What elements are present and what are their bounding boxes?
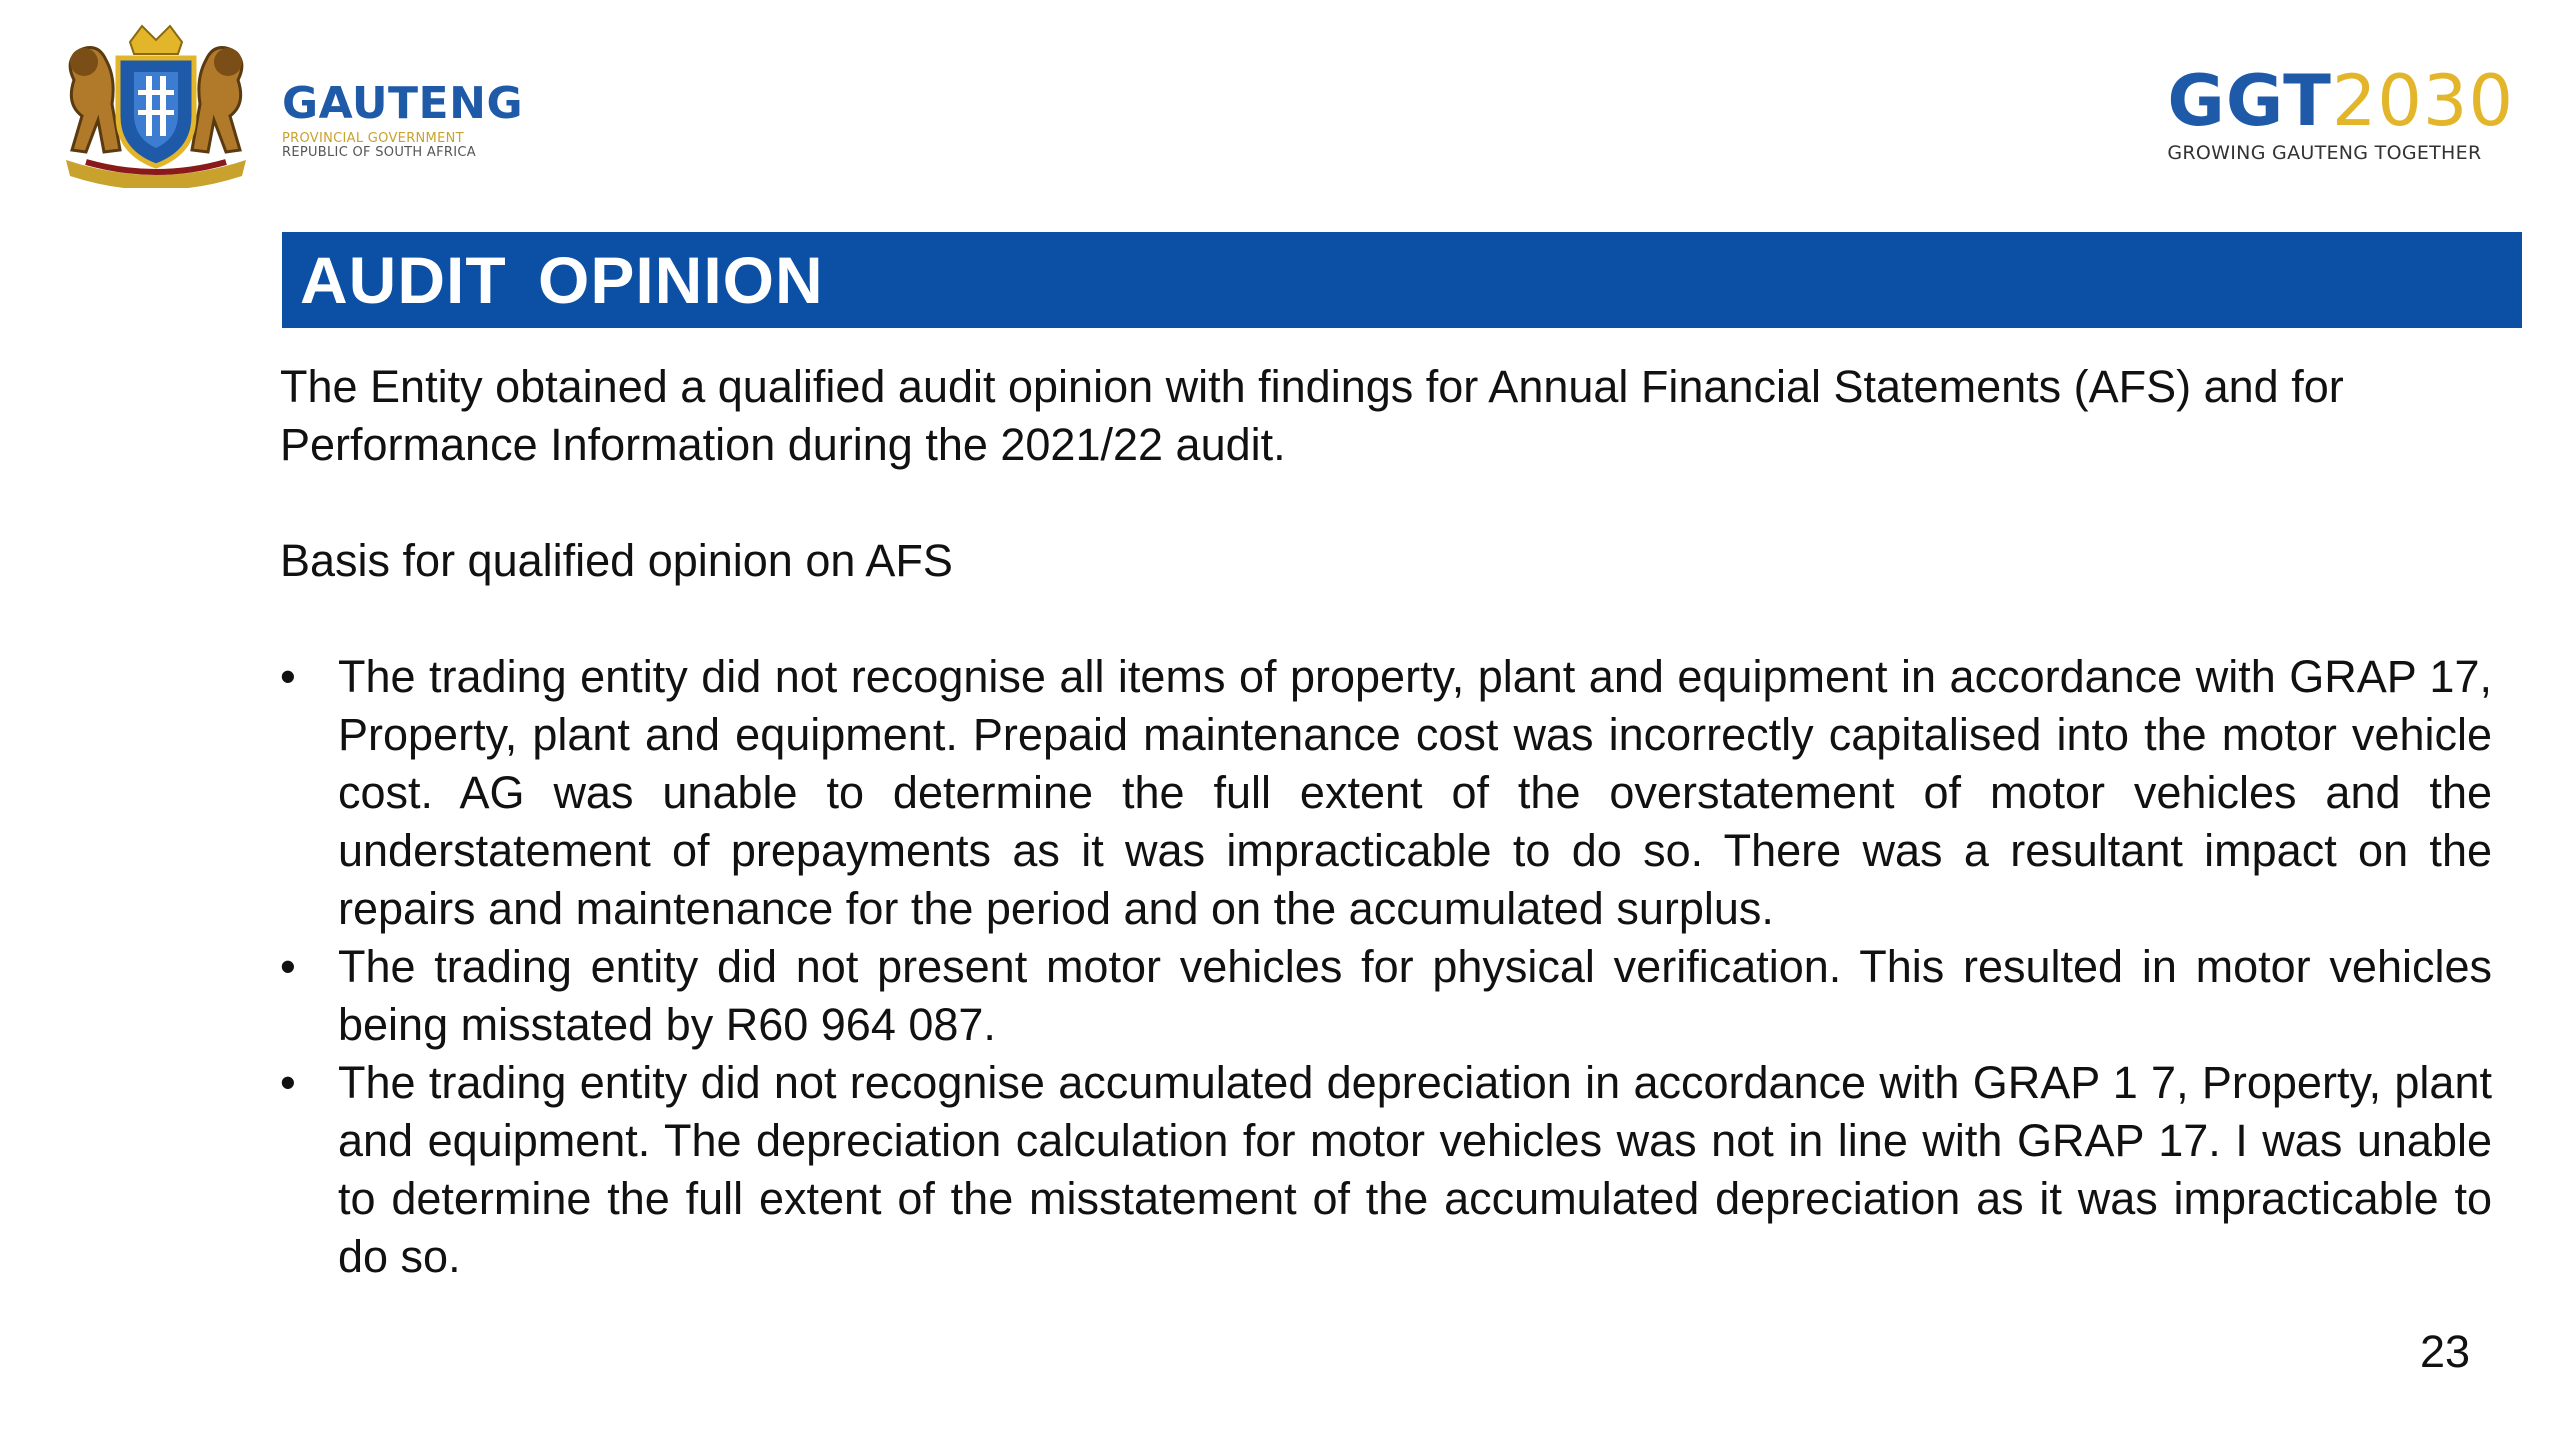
subheading: Basis for qualified opinion on AFS: [280, 535, 953, 586]
gauteng-name: GAUTENG: [282, 78, 524, 129]
slide-body: [280, 358, 2492, 1286]
bullet-text: The trading entity did not present motor vehicles for physical verification. This resulted in motor vehicles being misstated by R60 964 087.: [338, 941, 2492, 1050]
intro-paragraph: The Entity obtained a qualified audit opinion with findings for Annual Financial Statements (AFS) and for Performance Information during the 2021/22 audit.: [280, 361, 2344, 470]
slide-title: AUDIT OPINION: [300, 243, 824, 317]
bullet-icon: •: [280, 1057, 296, 1108]
bullet-item: [280, 648, 2492, 938]
bullet-icon: •: [280, 941, 296, 992]
bullet-text: The trading entity did not recognise accumulated depreciation in accordance with GRAP 1 7, Property, plant and equipment. The depreciation calculation for motor vehicles was not in line with GRAP 17. I was unable to determine the full extent of the misstatement of the accumulated depreciation as it was impracticable to do so.: [338, 1057, 2492, 1282]
bullet-icon: •: [280, 651, 296, 702]
gauteng-subtitle-2: REPUBLIC OF SOUTH AFRICA: [282, 145, 476, 161]
gauteng-subtitle-1: PROVINCIAL GOVERNMENT: [282, 131, 464, 146]
bullet-item: [280, 1054, 2492, 1286]
gauteng-wordmark: [282, 78, 524, 161]
ggt2030-logo: [2167, 60, 2514, 164]
page-number: 23: [2420, 1326, 2471, 1377]
ggt2030-wordmark: [2167, 60, 2514, 142]
ggt-year: 2030: [2331, 60, 2514, 142]
bullet-item: [280, 938, 2492, 1054]
gauteng-government-logo: [46, 20, 566, 188]
coat-of-arms-icon: [46, 20, 266, 188]
ggt2030-tagline: GROWING GAUTENG TOGETHER: [2167, 142, 2482, 164]
ggt-text: GGT: [2167, 60, 2332, 142]
bullet-list: [280, 648, 2492, 1286]
bullet-text: The trading entity did not recognise all items of property, plant and equipment in accordance with GRAP 17, Property, plant and equipment. Prepaid maintenance cost was incorrectly capitalised into the motor vehicle cost. AG was unable to determine the full extent of the overstatement of motor vehicles and the understatement of prepayments as it was impracticable to do so. There was a resultant impact on the repairs and maintenance for the period and on the accumulated surplus.: [338, 651, 2492, 934]
title-bar: [282, 232, 2522, 328]
